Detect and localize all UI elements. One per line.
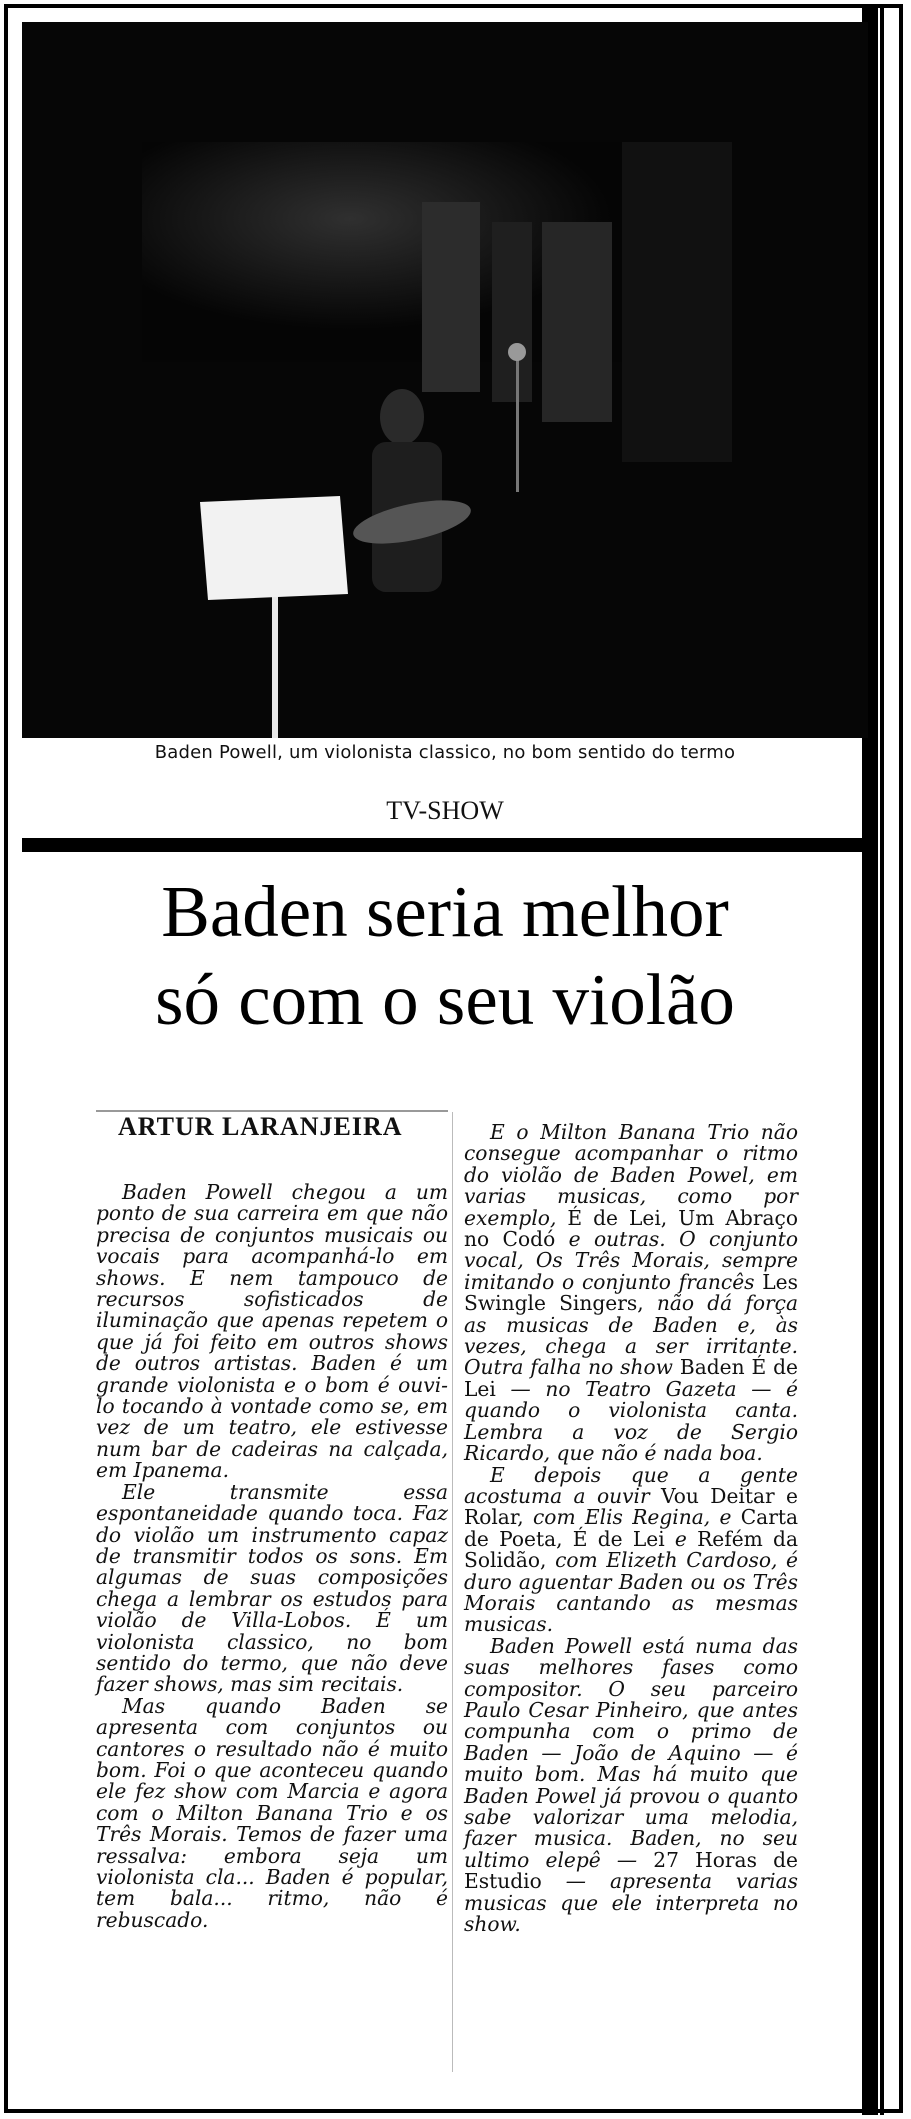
section-rule <box>22 838 868 852</box>
text-run: e outras. O conjunto vocal, Os Três Morais, sempre imitando o conjunto francês <box>464 1227 799 1294</box>
scan-edge-thin <box>880 4 884 2115</box>
article-column-1 <box>96 1182 448 1931</box>
headline-line-2: só com o seu violão <box>155 959 735 1040</box>
title-run: É de Lei, Um Abraço no Codó <box>464 1205 798 1252</box>
paragraph <box>464 1633 799 1937</box>
text-run: — apresenta varias musicas que ele interpreta no show. <box>464 1869 798 1937</box>
byline: ARTUR LARANJEIRA <box>118 1112 403 1141</box>
text-run: com Elizeth Cardoso, é duro aguentar Baden ou os Três Morais cantando as mesmas musicas. <box>464 1548 798 1637</box>
text-run: E o Milton Banana Trio não consegue acompanhar o ritmo do violão de Baden Powel, em varias musicas, como por exemplo, <box>464 1120 798 1230</box>
photo-caption: Baden Powell, um violonista classico, no bom sentido do termo <box>154 742 736 763</box>
text-run: com Elis Regina, e <box>523 1505 741 1530</box>
paragraph <box>464 1122 798 1465</box>
title-run: Baden É de Lei <box>464 1355 798 1401</box>
concert-photo-graphic <box>22 22 868 738</box>
text-run: Baden Powell está numa das suas melhores fases como compositor. O seu parceiro Paulo Cesar Pinheiro, que antes compunha com o primo de Baden — João de Aquino — é muito bom. Mas há muito que Baden Powel já provou o quanto sabe valorizar uma melodia, fazer musica. Baden, no seu ultimo elepê — <box>464 1633 798 1872</box>
column-divider <box>452 1112 453 2072</box>
section-kicker: TV-SHOW <box>386 796 504 825</box>
text-run: — no Teatro Gazeta — é quando o violonista canta. Lembra a voz de Sergio Ricardo, que não é nada boa. <box>464 1376 798 1466</box>
headline <box>22 868 868 1044</box>
title-run: Carta de Poeta, É de Lei <box>464 1505 798 1551</box>
paragraph: Mas quando Baden se apresenta com conjuntos ou cantores o resultado não é muito bom. Foi o que aconteceu quando ele fez show com Marcia e agora com o Milton Banana Trio e os Três Morais. Temos de fazer uma ressalva: embora seja um violonista cla... Baden é popular, tem bala... ritmo, não é rebuscado. <box>96 1693 448 1932</box>
concert-photo <box>22 22 868 738</box>
article-column-2 <box>464 1122 798 1935</box>
title-run: Les Swingle Singers, <box>464 1269 798 1316</box>
title-run: Vou Deitar e Rolar, <box>464 1483 798 1530</box>
headline-line-1: Baden seria melhor <box>161 871 729 952</box>
text-run: e <box>664 1526 698 1551</box>
paragraph: Ele transmite essa espontaneidade quando toca. Faz do violão um instrumento capaz de transmitir todos os sons. Em algumas de suas composições chega a lembrar os estudos para violão de Villa-Lobos. É um violonista classico, no bom sentido do termo, que não deve fazer shows, mas sim recitais. <box>96 1479 448 1697</box>
text-run: não dá força as musicas de Baden e, às vezes, chega a ser irritante. Outra falha no show <box>464 1291 798 1380</box>
title-run: Refém da Solidão, <box>464 1526 798 1573</box>
paragraph <box>464 1462 798 1637</box>
title-run: 27 Horas de Estudio <box>464 1847 799 1894</box>
paragraph: Baden Powell chegou a um ponto de sua carreira em que não precisa de conjuntos musicais ou vocais para acompanhá-lo em shows. E nem tampouco de recursos sofisticados de iluminação que apenas repetem o que já foi feito em outros shows de outros artistas. Baden é um grande violonista e o bom é ouvi-lo tocando à vontade como se, em vez de um teatro, ele estivesse num bar de cadeiras na calçada, em Ipanema. <box>96 1180 448 1483</box>
text-run: E depois que a gente acostuma a ouvir <box>464 1462 798 1508</box>
